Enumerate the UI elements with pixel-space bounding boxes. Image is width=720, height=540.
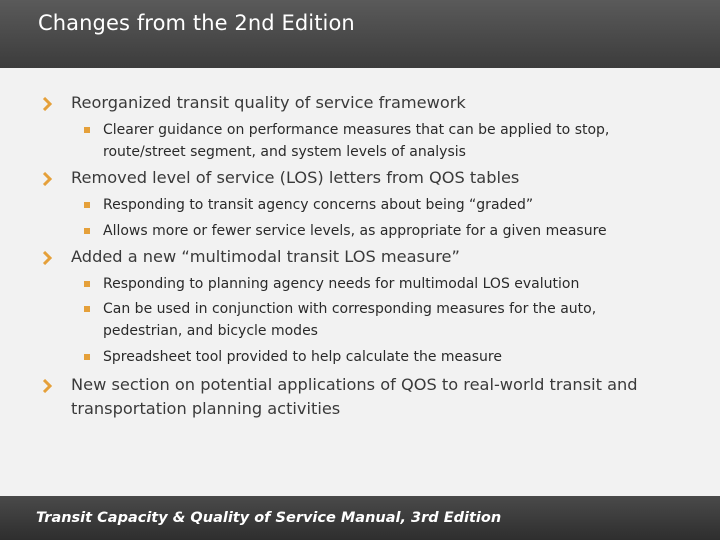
bullet-text: Reorganized transit quality of service framework (71, 93, 466, 112)
bullet-text: Removed level of service (LOS) letters from QOS tables (71, 168, 520, 187)
footer-text: Transit Capacity & Quality of Service Manual, 3rd Edition (36, 510, 502, 526)
sub-bullet-marker (84, 354, 90, 360)
sub-bullet-text: Clearer guidance on performance measures that can be applied to stop, route/street segment, and system levels of analysis (103, 122, 610, 160)
sub-bullet-text: Responding to transit agency concerns about being “graded” (103, 197, 534, 213)
bullet-text: Added a new “multimodal transit LOS measure” (71, 247, 460, 266)
chevron-right-icon (40, 251, 54, 265)
bullet-text: New section on potential applications of QOS to real-world transit and transportation planning activities (71, 375, 638, 418)
sub-bullet-marker (84, 127, 90, 133)
sub-bullet-text: Can be used in conjunction with corresponding measures for the auto, pedestrian, and bicycle modes (103, 301, 597, 339)
slide-body (0, 68, 720, 468)
sub-bullet-marker (84, 281, 90, 287)
slide-header (0, 0, 720, 68)
sub-bullet-text: Responding to planning agency needs for multimodal LOS evalution (103, 276, 580, 292)
sub-bullet-marker (84, 202, 90, 208)
sub-bullet-marker (84, 306, 90, 312)
sub-bullet-marker (84, 228, 90, 234)
sub-bullet-text: Allows more or fewer service levels, as appropriate for a given measure (103, 223, 607, 239)
sub-bullet-text: Spreadsheet tool provided to help calculate the measure (103, 349, 502, 365)
chevron-right-icon (40, 97, 54, 111)
chevron-right-icon (40, 379, 54, 393)
slide-title: Changes from the 2nd Edition (38, 11, 355, 35)
chevron-right-icon (40, 172, 54, 186)
slide-footer (0, 496, 720, 540)
